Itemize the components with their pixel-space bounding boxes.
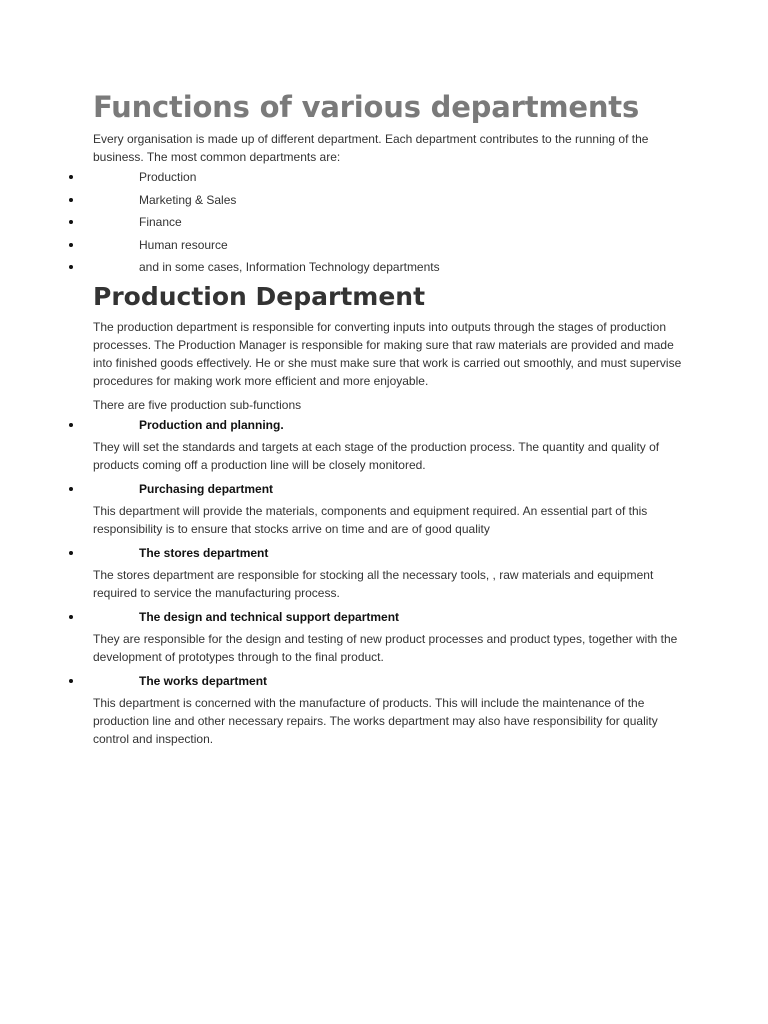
department-label: Finance	[139, 215, 182, 229]
bullet-icon	[69, 198, 73, 202]
bullet-icon	[69, 423, 73, 427]
bullet-icon	[69, 175, 73, 179]
subfunction-heading: The stores department	[93, 544, 683, 562]
bullet-icon	[69, 551, 73, 555]
list-item	[93, 236, 683, 254]
intro-paragraph: Every organisation is made up of different department. Each department contributes to the running of the business. The most common departments are:	[93, 132, 649, 164]
bullet-icon	[69, 615, 73, 619]
bullet-icon	[69, 487, 73, 491]
subfunctions-intro: There are five production sub-functions	[93, 398, 302, 412]
department-label: and in some cases, Information Technology departments	[139, 260, 440, 274]
department-label: Production	[139, 170, 197, 184]
subfunction-text: The stores department are responsible for stocking all the necessary tools, , raw materials and equipment required to service the manufacturing process.	[93, 568, 654, 600]
list-item	[93, 191, 683, 209]
subfunction-text: They are responsible for the design and testing of new product processes and product types, together with the development of prototypes through to the final product.	[93, 632, 678, 664]
subfunction-heading: Purchasing department	[93, 480, 683, 498]
department-list	[93, 168, 683, 276]
page-title: Functions of various departments	[93, 90, 640, 124]
subfunction-heading: The design and technical support department	[93, 608, 683, 626]
department-label: Marketing & Sales	[139, 192, 237, 207]
list-item	[93, 258, 683, 276]
department-label: Human resource	[139, 237, 228, 252]
list-item	[93, 168, 683, 186]
list-item	[93, 213, 683, 231]
document-content	[93, 86, 683, 754]
bullet-icon	[69, 265, 73, 269]
production-description: The production department is responsible for converting inputs into outputs through the stages of production processes. The Production Manager is responsible for making sure that raw materials are provided and made into finished goods effectively. He or she must make sure that work is carried out smoothly, and must supervise procedures for making work more efficient and more enjoyable.	[93, 320, 682, 388]
bullet-icon	[69, 243, 73, 247]
subfunction-text: This department will provide the materials, components and equipment required. An essential part of this responsibility is to ensure that stocks arrive on time and are of good quality	[93, 504, 648, 536]
subfunction-heading: Production and planning.	[93, 416, 683, 434]
subfunction-heading: The works department	[93, 672, 683, 690]
bullet-icon	[69, 220, 73, 224]
subfunction-text: They will set the standards and targets at each stage of the production process. The quantity and quality of products coming off a production line will be closely monitored.	[93, 440, 660, 472]
bullet-icon	[69, 679, 73, 683]
subfunction-text: This department is concerned with the manufacture of products. This will include the maintenance of the production line and other necessary repairs. The works department may also have responsibility for quality control and inspection.	[93, 696, 658, 746]
section-heading-production: Production Department	[93, 282, 426, 311]
